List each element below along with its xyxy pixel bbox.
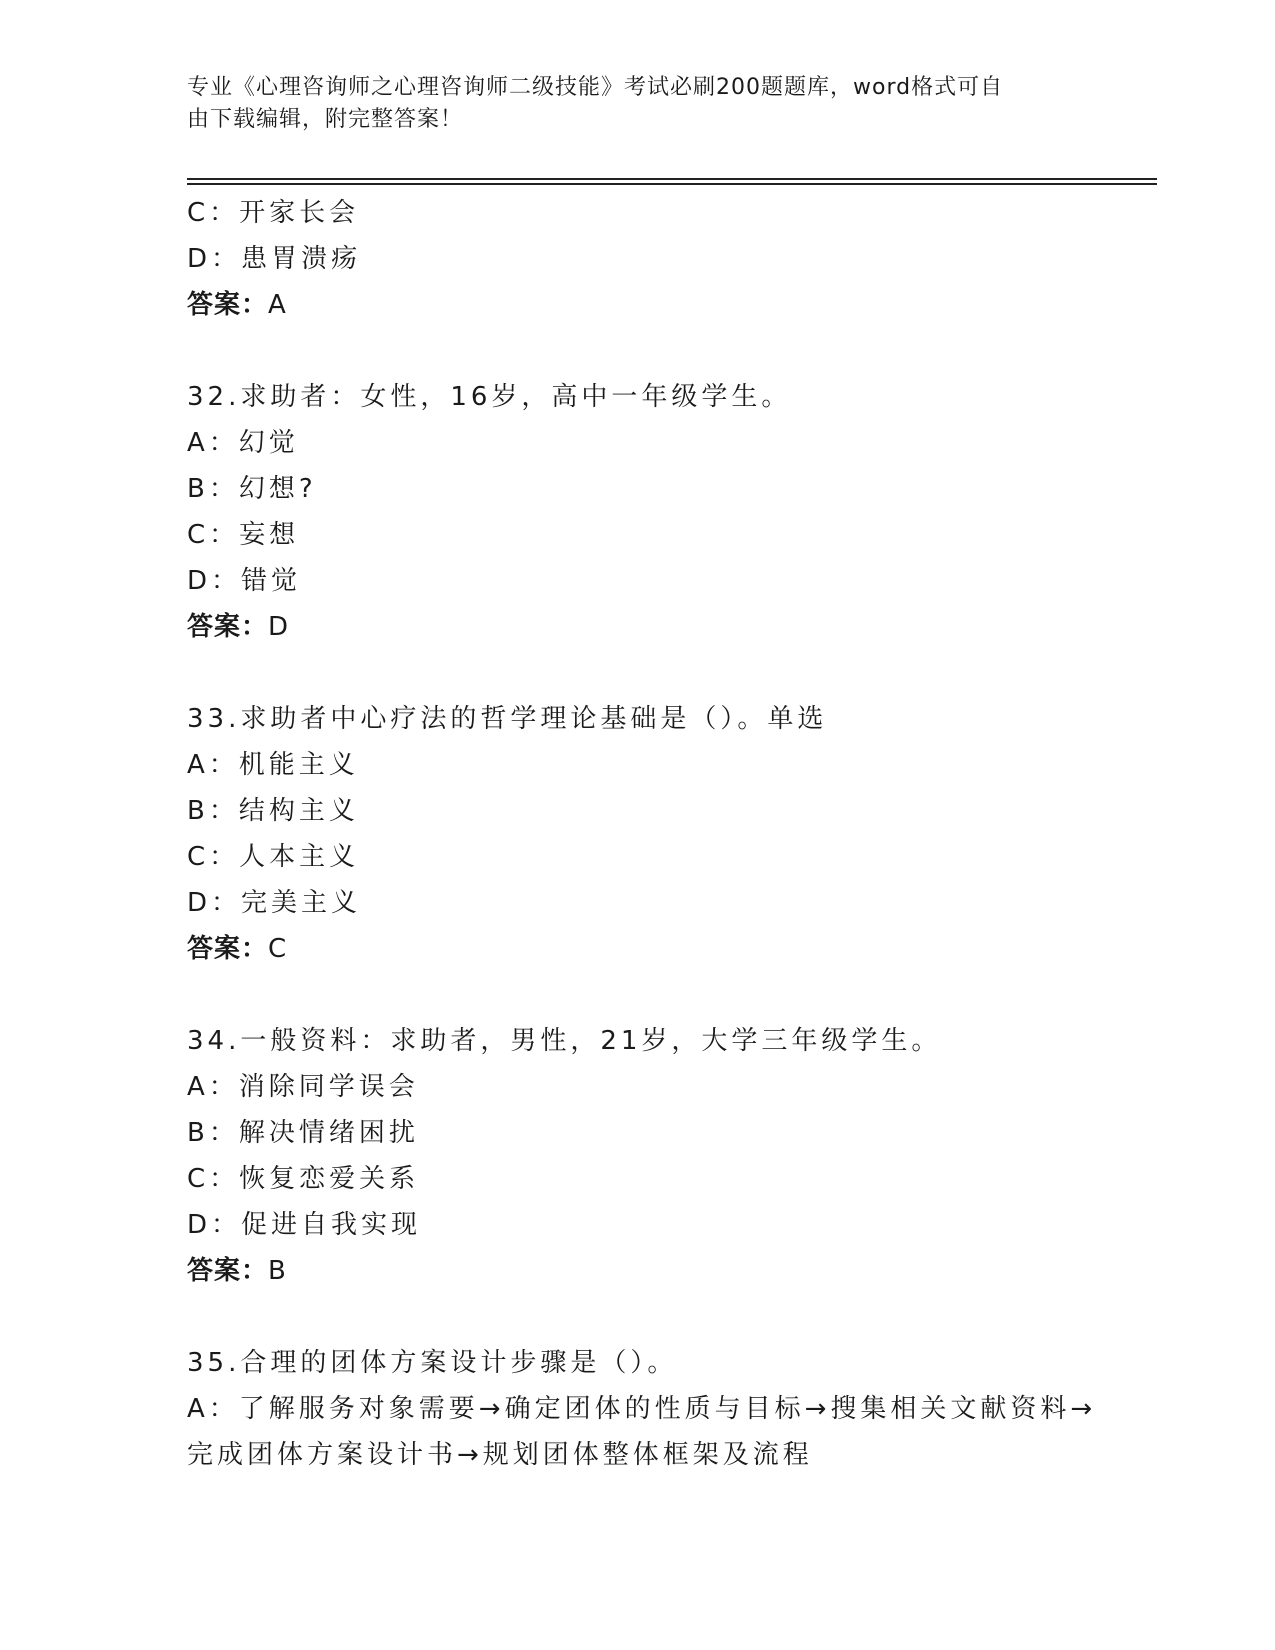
answer-label: 答案： [187, 934, 269, 964]
document-header [187, 72, 1067, 136]
option-d: D：错觉 [187, 566, 302, 596]
spacer [187, 972, 1117, 1018]
header-divider-top [187, 178, 1157, 180]
option-d: D：促进自我实现 [187, 1210, 422, 1240]
question-35 [187, 1340, 1117, 1478]
option-b: B：幻想? [187, 474, 317, 504]
answer-value: D [268, 612, 289, 642]
option-c: C：人本主义 [187, 842, 360, 872]
option-c: C：恢复恋爱关系 [187, 1164, 420, 1194]
question-31-partial [187, 190, 1117, 328]
answer-value: A [268, 290, 286, 320]
question-stem: 34.一般资料：求助者，男性，21岁，大学三年级学生。 [187, 1026, 942, 1056]
answer-label: 答案： [187, 290, 269, 320]
question-34 [187, 1018, 1117, 1294]
answer-value: C [268, 934, 287, 964]
answer-label: 答案： [187, 1256, 269, 1286]
option-b: B：结构主义 [187, 796, 359, 826]
option-a: A：消除同学误会 [187, 1072, 419, 1102]
question-list [187, 190, 1117, 1478]
option-d: D：患胃溃疡 [187, 244, 362, 274]
question-33 [187, 696, 1117, 972]
answer-line [187, 1248, 1117, 1294]
option-a: A：幻觉 [187, 428, 299, 458]
option-b: B：解决情绪困扰 [187, 1118, 419, 1148]
option-a-line-2: 完成团体方案设计书→规划团体整体框架及流程 [187, 1440, 813, 1470]
option-c: C：妄想 [187, 520, 300, 550]
question-stem: 33.求助者中心疗法的哲学理论基础是（）。单选 [187, 704, 828, 734]
spacer [187, 650, 1117, 696]
header-divider-bottom [187, 183, 1157, 185]
answer-line [187, 604, 1117, 650]
spacer [187, 328, 1117, 374]
option-c: C：开家长会 [187, 198, 360, 228]
option-a: A：机能主义 [187, 750, 359, 780]
answer-line [187, 926, 1117, 972]
header-line-1: 专业《心理咨询师之心理咨询师二级技能》考试必刷200题题库，word格式可自 [187, 75, 1004, 100]
answer-line [187, 282, 1117, 328]
option-a-line-1: A：了解服务对象需要→确定团体的性质与目标→搜集相关文献资料→ [187, 1394, 1097, 1424]
header-line-2: 由下载编辑，附完整答案！ [187, 107, 464, 132]
question-32 [187, 374, 1117, 650]
option-d: D：完美主义 [187, 888, 362, 918]
answer-value: B [268, 1256, 286, 1286]
spacer [187, 1294, 1117, 1340]
question-stem: 35.合理的团体方案设计步骤是（）。 [187, 1348, 678, 1378]
answer-label: 答案： [187, 612, 269, 642]
question-stem: 32.求助者：女性，16岁，高中一年级学生。 [187, 382, 792, 412]
